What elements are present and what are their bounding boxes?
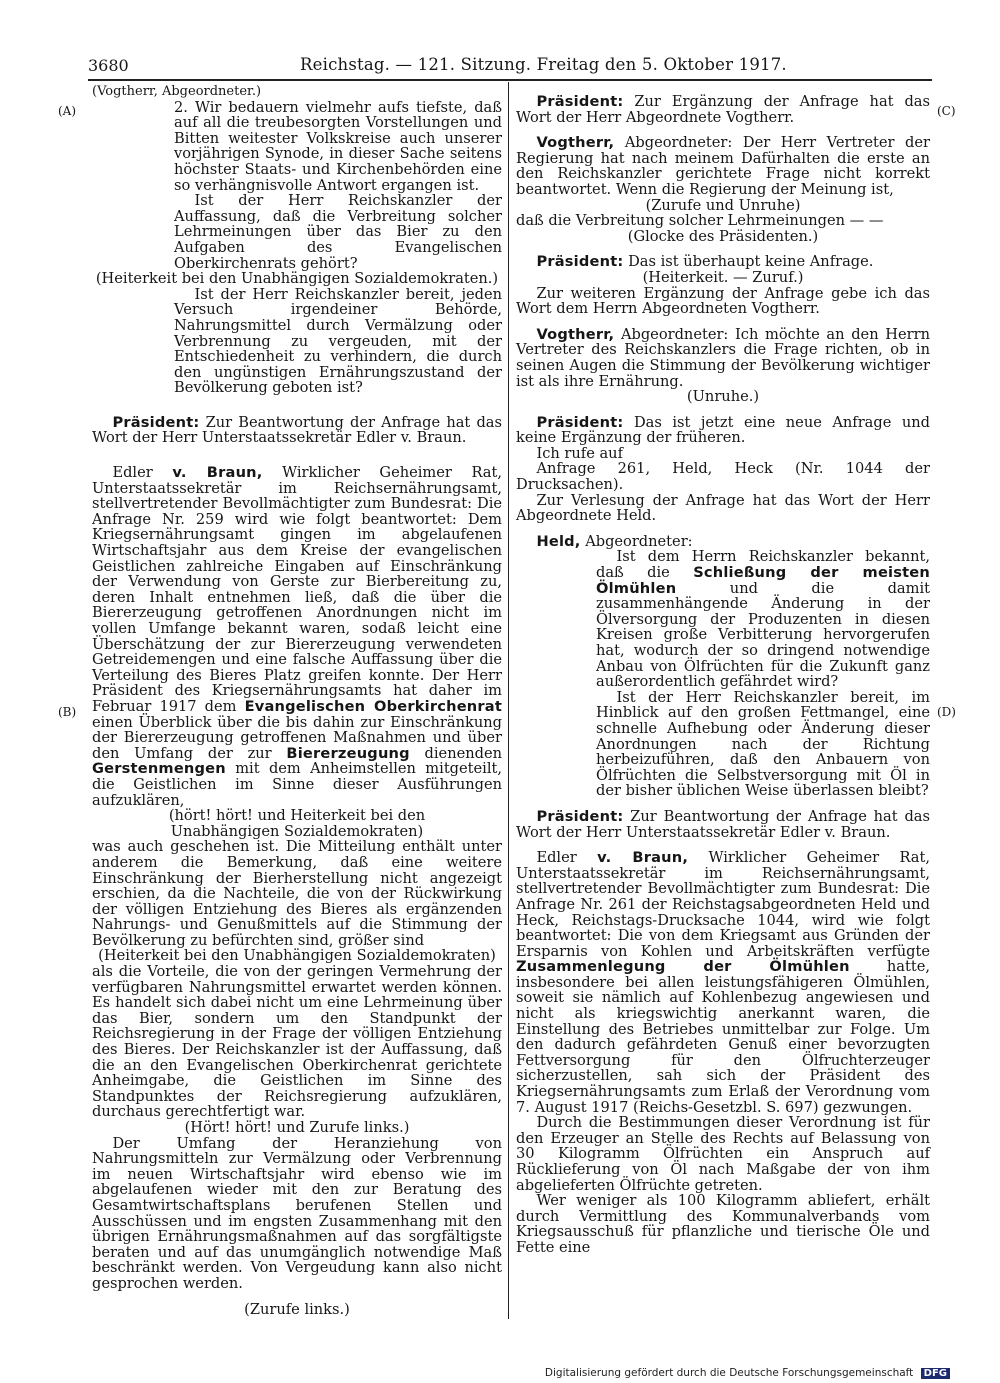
speech-paragraph: Präsident: Zur Beantwortung der Anfrage hat das Wort der Herr Unterstaatssekretär Edler v. Braun. (92, 413, 502, 447)
speech-paragraph: daß die Verbreitung solcher Lehrmeinungen — — (516, 212, 884, 230)
margin-marker-d: (D) (937, 705, 956, 719)
emphasis: Schließung der meisten Ölmühlen (596, 564, 930, 597)
page-header (88, 54, 932, 80)
question-paragraph: Ist der Herr Reichskanzler der Auffassung, daß die Verbreitung solcher Lehrmeinungen über das Bier zu den Aufgaben des Evangelischen Oberkirchenrats gehört? (174, 192, 502, 272)
speech-paragraph: Zur Verlesung der Anfrage hat das Wort der Herr Abgeordnete Held. (516, 491, 930, 525)
margin-marker-b: (B) (58, 705, 77, 719)
interjection: (Heiterkeit bei den Unabhängigen Sozialdemokraten.) (95, 270, 499, 288)
emphasis: Biererzeugung (286, 744, 410, 762)
speaker-name: Vogtherr, (536, 134, 615, 152)
speaker-name: Präsident: (112, 413, 200, 431)
interjection: (Zurufe und Unruhe) (645, 196, 801, 214)
speaker-name: Präsident: (536, 413, 624, 431)
speech-paragraph: Präsident: Das ist überhaupt keine Anfrage. (536, 253, 874, 271)
speech-paragraph: Präsident: Zur Ergänzung der Anfrage hat das Wort der Herr Abgeordnete Vogtherr. (516, 93, 930, 126)
speaker-name: Held, (536, 532, 581, 550)
speech-paragraph: Zur weiteren Ergänzung der Anfrage gebe ich das Wort dem Herrn Abgeordneten Vogtherr. (516, 284, 930, 318)
right-column (516, 84, 930, 1256)
speech-paragraph: Ich rufe auf (536, 444, 623, 462)
speech-paragraph: Präsident: Zur Beantwortung der Anfrage hat das Wort der Herr Unterstaatssekretär Edler v. Braun. (516, 807, 930, 841)
question-paragraph: Ist der Herr Reichskanzler bereit, jeden Versuch irgendeiner Behörde, Nahrungsmittel durch Vermälzung oder Verbrennung zu vergeuden, mit der Entschiedenheit zu verhindern, die durch den ungünstigen Ernährungszustand der Bevölkerung geboten ist? (174, 285, 502, 397)
header-rule (88, 79, 932, 81)
interjection: (Hört! hört! und Zurufe links.) (184, 1119, 410, 1136)
speaker-name: Vogtherr, (536, 325, 615, 343)
page-number: 3680 (88, 56, 129, 75)
interjection: (Heiterkeit bei den Unabhängigen Sozialdemokraten) (98, 947, 496, 965)
speech-paragraph: Vogtherr, Abgeordneter: Ich möchte an den Herrn Vertreter des Reichskanzlers die Frage richten, ob in seinen Augen die Stimmung der Bevölkerung wichtiger ist als ihre Ernährung. (516, 325, 930, 390)
interjection: (Unruhe.) (686, 388, 760, 406)
speech-paragraph: was auch geschehen ist. Die Mitteilung enthält unter anderem die Bemerkung, daß eine weitere Einschränkung der Bierherstellung nicht angezeigt erschien, da die Nachteile, die von der Rückwirkung der völligen Entziehung des Bieres als ergänzenden Nahrungs- und Genußmittels auf die Stimmung der Bevölkerung zu befürchten sind, größer sind (92, 838, 502, 949)
emphasis: Evangelischen Oberkirchenrat (244, 697, 503, 715)
speaker-name: v. Braun, (172, 464, 263, 482)
speaker-name: Präsident: (536, 807, 624, 825)
speech-paragraph: Der Umfang der Heranziehung von Nahrungsmitteln zur Vermälzung oder Verbrennung im neuen Wirtschaftsjahr wird ebenso wie im abgelaufenen wieder mit den zur Beratung des Gesamtwirtschaftsplans berufenen Stellen und Ausschüssen und im engsten Zusammenhang mit den übrigen Ernährungsmaßnahmen auf das sorgfältigste beraten und auf das unumgänglich notwendige Maß beschränkt werden. Von Vergeudung kann also nicht gesprochen werden. (92, 1134, 502, 1292)
running-title: Reichstag. — 121. Sitzung. Freitag den 5. Oktober 1917. (300, 55, 787, 74)
speaker-name: Präsident: (536, 93, 624, 110)
speech-paragraph: Wer weniger als 100 Kilogramm abliefert, erhält durch Vermittlung des Kommunalverbands vom Kriegsausschuß für pflanzliche und tierische Öle und Fette eine (516, 1192, 930, 1256)
question-paragraph: Ist dem Herrn Reichskanzler bekannt, daß die Schließung der meisten Ölmühlen und die damit zusammenhängende Änderung in der Ölversorgung der Produzenten in diesen Kreisen große Verbitterung hervorgerufen hat, wodurch der so dringend notwendige Anbau von Ölfrüchten für die Zukunft ganz außerordentlich gefährdet wird? (596, 548, 930, 691)
interjection: (Zurufe links.) (244, 1300, 350, 1318)
speech-paragraph: Durch die Bestimmungen dieser Verordnung ist für den Erzeuger an Stelle des Rechts auf Belassung von 30 Kilogramm Ölfrüchten ein Anspruch auf Rücklieferung von Öl nach Maßgabe der von ihm abgelieferten Ölfrüchte getreten. (516, 1114, 930, 1194)
speech-paragraph: als die Vorteile, die von der geringen Vermehrung der verfügbaren Nahrungsmittel erwartet werden können. Es handelt sich dabei nicht um eine Lehrmeinung über das Bier, sondern um den Standpunkt der Reichsregierung in der Frage der völligen Entziehung des Bieres. Der Reichskanzler ist der Auffassung, daß die an den Evangelischen Oberkirchenrat gerichtete Anheimgabe, die Geistlichen im Sinne des Standpunktes der Reichsregierung aufzuklären, durchaus gerechtfertigt war. (92, 963, 502, 1121)
margin-marker-a: (A) (58, 104, 77, 118)
speech-paragraph: Vogtherr, Abgeordneter: Der Herr Vertreter der Regierung hat nach meinem Dafürhalten die erste an den Reichskanzler gerichtete Frage nicht korrekt beantwortet. Wenn die Regierung der Meinung ist, (516, 134, 930, 198)
footer-credit (545, 1367, 950, 1379)
emphasis: Zusammenlegung der Ölmühlen (516, 958, 850, 976)
speaker-name: Präsident: (536, 253, 624, 271)
left-column (92, 84, 502, 1317)
interjection: (Heiterkeit. — Zuruf.) (642, 268, 804, 286)
speech-paragraph: Präsident: Das ist jetzt eine neue Anfrage und keine Ergänzung der früheren. (516, 413, 931, 447)
emphasis: Gerstenmengen (92, 760, 226, 778)
speech-paragraph: Anfrage 261, Held, Heck (Nr. 1044 der Drucksachen). (516, 460, 930, 494)
speaker-name: v. Braun, (597, 849, 689, 867)
question-paragraph: Ist der Herr Reichskanzler bereit, im Hinblick auf den großen Fettmangel, eine schnelle Aufhebung oder Änderung dieser Anordnungen nach der Richtung herbeizuführen, daß den Anbauern von Ölfrüchten die Selbstversorgung mit Öl in der bisher üblichen Weise überlassen bleibt? (596, 688, 930, 800)
column-divider (508, 82, 509, 1319)
question-item-2: 2. Wir bedauern vielmehr aufs tiefste, daß auf all die treubesorgten Vorstellungen und Bitten weitester Volkskreise auch unserer vorjährigen Synode, in dieser Sache seitens höchster Staats- und Kirchenbehörden eine so verhängnisvolle Antwort ergangen ist. (174, 98, 502, 194)
dfg-logo: DFG (921, 1368, 950, 1379)
speech-paragraph: Edler v. Braun, Wirklicher Geheimer Rat, Unterstaatssekretär im Reichsernährungsamt, stellvertretender Bevollmächtigter zum Bundesrat: Die Anfrage Nr. 261 der Reichstagsabgeordneten Held und Heck, Reichstags-Drucksache 1044, wird wie folgt beantwortet: Die von dem Kriegsamt aus Gründen der Ersparnis von Kohlen und Arbeitskräften verfügte Zusammenlegung der Ölmühlen hatte, insbesondere bei allen leistungsfähigeren Ölmühlen, soweit sie nämlich auf Kohlenbezug angewiesen und nicht als kriegswichtig anerkannt waren, die Einstellung des Betriebes unmittelbar zur Folge. Um den dadurch gefährdeten Genuß einer bevorzugten Fettversorgung für den Ölfruchterzeuger sicherzustellen, sah sich der Präsident des Kriegsernährungsamts zum Erlaß der Verordnung vom 7. August 1917 (Reichs-Gesetzbl. S. 697) gezwungen. (516, 849, 930, 1116)
speech-paragraph: Held, Abgeordneter: (536, 532, 693, 550)
interjection: (Glocke des Präsidenten.) (627, 227, 819, 245)
speech-paragraph: Edler v. Braun, Wirklicher Geheimer Rat, Unterstaatssekretär im Reichsernährungsamt, stellvertretender Bevollmächtigter zum Bundesrat: Die Anfrage Nr. 259 wird wie folgt beantwortet: Dem Kriegsernährungsamt gingen im abgelaufenen Wirtschaftsjahr aus dem Kreise der evangelischen Geistlichen zahlreiche Eingaben auf Einschränkung der Verwendung von Gerste zur Bierbereitung zu, deren Inhalt entnehmen ließ, daß die über die Biererzeugung getroffenen Anordnungen nicht im vollen Umfange bekannt waren, sodaß leicht eine Überschätzung der zur Biererzeugung verwendeten Getreidemengen und eine falsche Auffassung über die Verteilung des Bieres Platz greifen konnte. Der Herr Präsident des Kriegsernährungsamts hat daher im Februar 1917 dem Evangelischen Oberkirchenrat einen Überblick über die bis dahin zur Einschränkung der Biererzeugung getroffenen Maßnahmen und über den Umfang der zur Biererzeugung dienenden Gerstenmengen mit dem Anheimstellen mitgeteilt, die Geistlichen im Sinne dieser Ausführungen aufzuklären, (92, 464, 503, 809)
margin-marker-c: (C) (937, 104, 956, 118)
speaker-continuation: (Vogtherr, Abgeordneter.) (92, 84, 262, 99)
interjection: (hört! hört! und Heiterkeit bei den Unabhängigen Sozialdemokraten) (168, 807, 426, 840)
footer-text: Digitalisierung gefördert durch die Deutsche Forschungsgemeinschaft (544, 1367, 914, 1379)
